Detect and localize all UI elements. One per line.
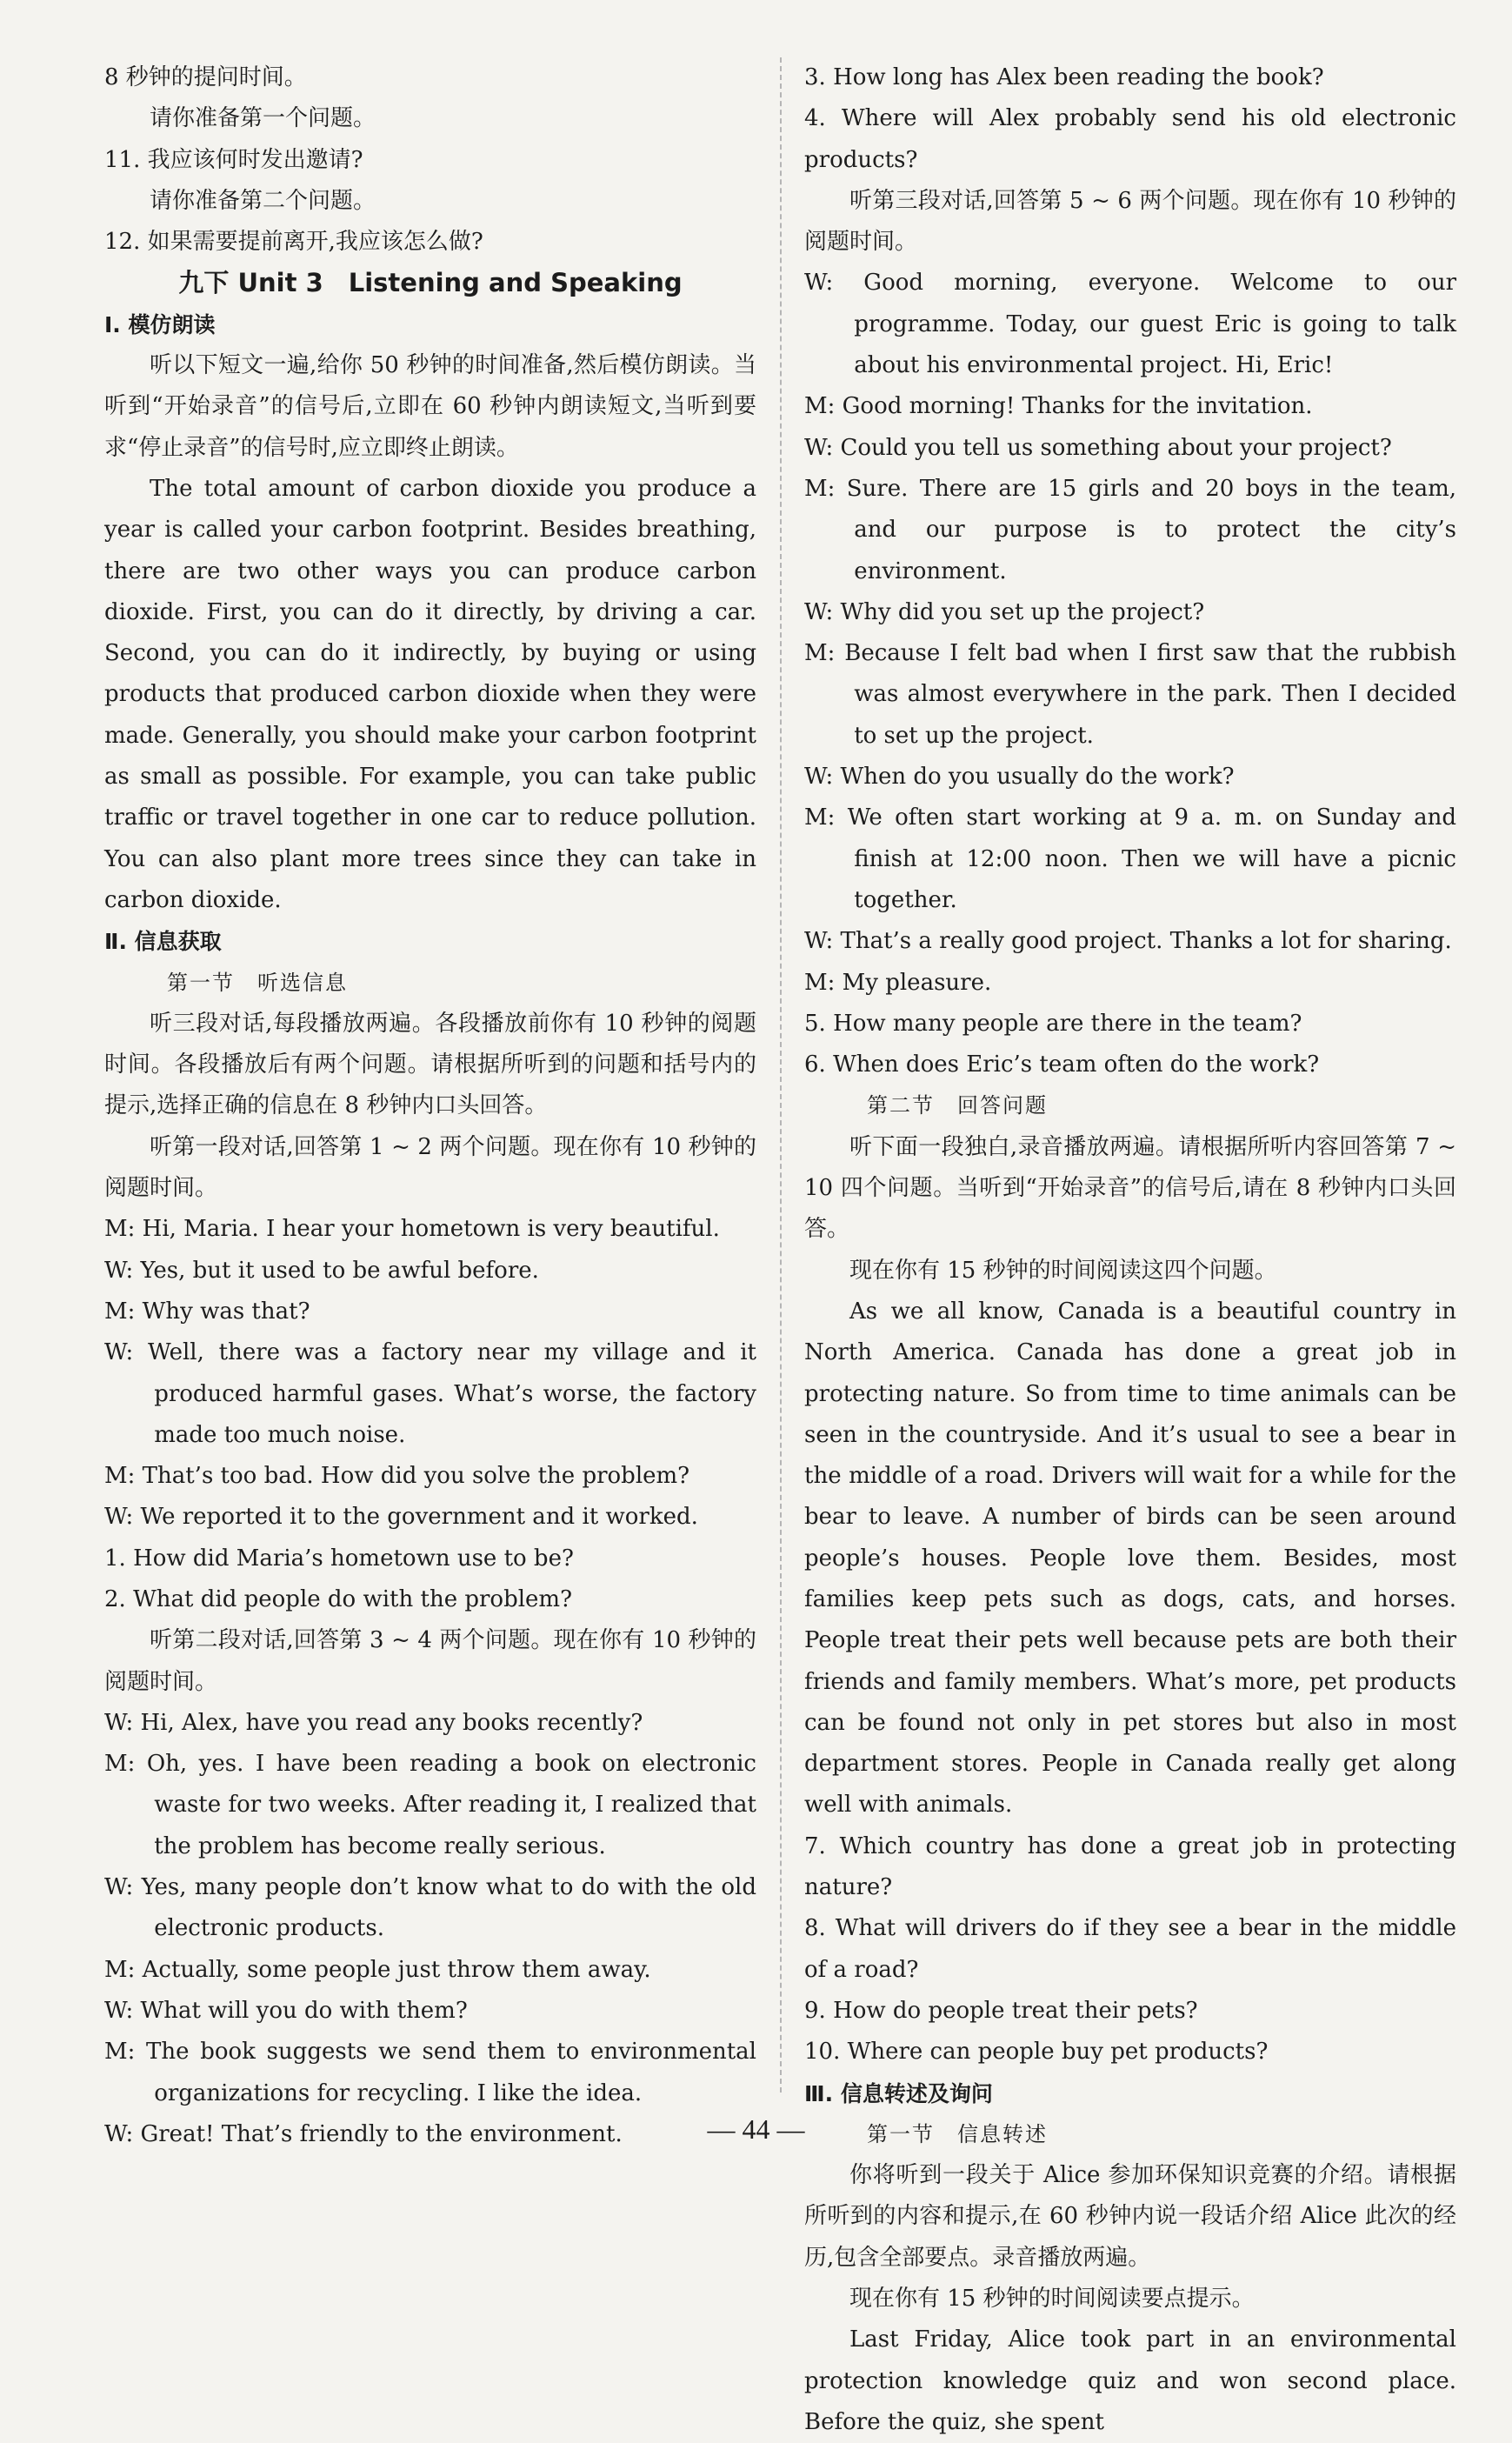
text-paragraph: 第一节 信息转述 <box>867 2121 1048 2146</box>
text-paragraph: 9. How do people treat their pets? <box>804 1997 1198 2024</box>
text-paragraph: M: Why was that? <box>104 1298 310 1325</box>
column-divider <box>780 57 782 2093</box>
text-paragraph: W: Good morning, everyone. Welcome to our programme. Today, our guest Eric is going to talk about his environmental project. Hi, Eric! <box>804 270 1456 379</box>
text-paragraph: Ⅲ. 信息转述及询问 <box>804 2080 993 2106</box>
text-paragraph: M: The book suggests we send them to environmental organizations for recycling. I like the idea. <box>104 2039 756 2106</box>
text-paragraph: W: We reported it to the government and it worked. <box>104 1504 698 1531</box>
text-paragraph: M: My pleasure. <box>804 969 992 996</box>
text-paragraph: 听第二段对话,回答第 3 ~ 4 两个问题。现在你有 10 秒钟的阅题时间。 <box>104 1627 756 1695</box>
text-paragraph: 你将听到一段关于 Alice 参加环保知识竞赛的介绍。请根据所听到的内容和提示,在 60 秒钟内说一段话介绍 Alice 此次的经历,包含全部要点。录音播放两遍。 <box>804 2162 1456 2271</box>
text-paragraph: M: We often start working at 9 a. m. on Sunday and finish at 12:00 noon. Then we will have a picnic together. <box>804 804 1456 913</box>
text-paragraph: Last Friday, Alice took part in an environmental protection knowledge quiz and won second place. Before the quiz, she spent <box>804 2326 1456 2435</box>
text-paragraph: 4. Where will Alex probably send his old electronic products? <box>804 105 1456 173</box>
text-paragraph: 听第一段对话,回答第 1 ~ 2 两个问题。现在你有 10 秒钟的阅题时间。 <box>104 1133 756 1202</box>
text-paragraph: 听三段对话,每段播放两遍。各段播放前你有 10 秒钟的阅题时间。各段播放后有两个问题。请根据所听到的问题和括号内的提示,选择正确的信息在 8 秒钟内口头回答。 <box>104 1010 756 1119</box>
text-paragraph: W: Well, there was a factory near my village and it produced harmful gases. What’s worse, the factory made too much noise. <box>104 1339 756 1448</box>
text-paragraph: 第二节 回答问题 <box>867 1093 1048 1118</box>
text-paragraph: W: When do you usually do the work? <box>804 764 1235 791</box>
text-paragraph: The total amount of carbon dioxide you produce a year is called your carbon footprint. Besides breathing, there are two other ways you can produce carbon dioxide. First, you can do it directly, by driving a car. Second, you can do it indirectly, by buying or using products that produced carbon dioxide when they were made. Generally, you should make your carbon footprint as small as possible. For example, you can take public traffic or travel together in one car to reduce pollution. You can also plant more trees since they can take in carbon dioxide. <box>104 475 756 913</box>
text-paragraph: 听第三段对话,回答第 5 ~ 6 两个问题。现在你有 10 秒钟的阅题时间。 <box>804 187 1456 256</box>
text-paragraph: 11. 我应该何时发出邀请? <box>104 146 363 173</box>
text-paragraph: As we all know, Canada is a beautiful country in North America. Canada has done a great job in protecting nature. So from time to time animals can be seen in the countryside. And it’s usual to see a bear in the middle of a road. Drivers will wait for a while for the bear to leave. A number of birds can be seen around people’s houses. People love them. Besides, most families keep pets such as dogs, cats, and horses. People treat their pets well because pets are both their friends and family members. What’s more, pet products can be found not only in pet stores but also in most department stores. People in Canada really get along well with animals. <box>804 1298 1456 1819</box>
text-paragraph: 请你准备第一个问题。 <box>150 105 376 132</box>
text-paragraph: M: Actually, some people just throw them away. <box>104 1956 651 1983</box>
text-paragraph: W: Hi, Alex, have you read any books recently? <box>104 1709 643 1736</box>
text-paragraph: 8 秒钟的提问时间。 <box>104 64 307 90</box>
text-paragraph: M: That’s too bad. How did you solve the problem? <box>104 1463 690 1490</box>
text-paragraph: M: Hi, Maria. I hear your hometown is very beautiful. <box>104 1216 720 1243</box>
text-paragraph: W: Could you tell us something about your project? <box>804 434 1392 461</box>
text-paragraph: 请你准备第二个问题。 <box>150 187 376 214</box>
page-number: — 44 — <box>707 2113 805 2145</box>
text-paragraph: W: Yes, but it used to be awful before. <box>104 1257 539 1284</box>
text-paragraph: 10. Where can people buy pet products? <box>804 2039 1269 2066</box>
text-paragraph: 8. What will drivers do if they see a bear in the middle of a road? <box>804 1915 1456 1983</box>
text-paragraph: 5. How many people are there in the team? <box>804 1010 1302 1037</box>
text-paragraph: M: Oh, yes. I have been reading a book on electronic waste for two weeks. After reading it, I realized that the problem has become really serious. <box>104 1751 756 1859</box>
text-paragraph: M: Good morning! Thanks for the invitation. <box>804 393 1313 420</box>
right-column <box>804 57 1456 2435</box>
text-paragraph: 现在你有 15 秒钟的时间阅读要点提示。 <box>849 2286 1255 2313</box>
text-paragraph: 听以下短文一遍,给你 50 秒钟的时间准备,然后模仿朗读。当听到“开始录音”的信号后,立即在 60 秒钟内朗读短文,当听到要求“停止录音”的信号时,应立即终止朗读。 <box>104 352 756 461</box>
text-paragraph: M: Sure. There are 15 girls and 20 boys in the team, and our purpose is to protect the city’s environment. <box>804 475 1456 584</box>
text-paragraph: W: Why did you set up the project? <box>804 598 1205 625</box>
text-paragraph: W: Great! That’s friendly to the environment. <box>104 2120 623 2147</box>
text-paragraph: 第一节 听选信息 <box>167 970 348 995</box>
text-paragraph: W: That’s a really good project. Thanks a lot for sharing. <box>804 928 1452 955</box>
text-paragraph: 12. 如果需要提前离开,我应该怎么做? <box>104 229 483 256</box>
text-paragraph: 现在你有 15 秒钟的时间阅读这四个问题。 <box>849 1257 1277 1284</box>
text-paragraph: W: What will you do with them? <box>104 1997 468 2024</box>
text-paragraph: Ⅱ. 信息获取 <box>104 929 222 955</box>
text-paragraph: M: Because I felt bad when I first saw that the rubbish was almost everywhere in the park. Then I decided to set up the project. <box>804 640 1456 749</box>
text-paragraph: 听下面一段独白,录音播放两遍。请根据所听内容回答第 7 ~ 10 四个问题。当听到“开始录音”的信号后,请在 8 秒钟内口头回答。 <box>804 1133 1456 1243</box>
text-paragraph: W: Yes, many people don’t know what to do with the old electronic products. <box>104 1874 756 1942</box>
text-paragraph: Ⅰ. 模仿朗读 <box>104 311 216 337</box>
text-paragraph: 6. When does Eric’s team often do the work? <box>804 1051 1320 1078</box>
text-paragraph: 1. How did Maria’s hometown use to be? <box>104 1545 574 1572</box>
text-paragraph: 九下 Unit 3 Listening and Speaking <box>178 268 683 298</box>
text-paragraph: 7. Which country has done a great job in protecting nature? <box>804 1832 1456 1901</box>
text-paragraph: 3. How long has Alex been reading the book? <box>804 64 1324 90</box>
text-paragraph: 2. What did people do with the problem? <box>104 1585 573 1612</box>
